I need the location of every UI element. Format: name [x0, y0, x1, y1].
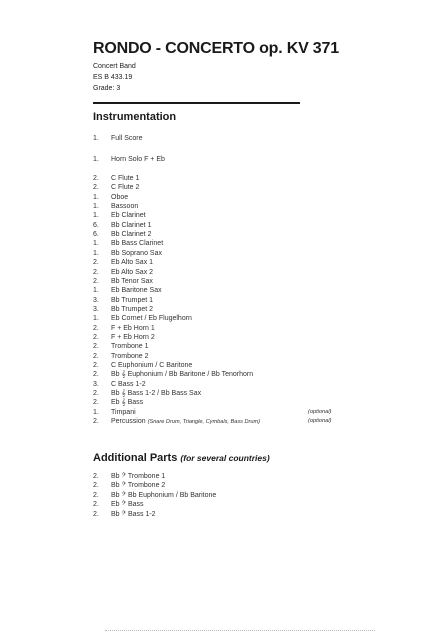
additional-parts-heading	[93, 452, 270, 464]
part-quantity: 1.	[93, 156, 99, 163]
list-item	[0, 380, 432, 389]
part-quantity: 6.	[93, 221, 99, 229]
part-quantity: 1.	[93, 203, 99, 211]
list-item	[0, 398, 432, 407]
part-name	[111, 239, 163, 248]
part-quantity: 2.	[93, 482, 99, 490]
part-name-text: Bb Clarinet 2	[111, 231, 152, 239]
part-quantity: 2.	[93, 491, 99, 499]
list-item	[0, 500, 432, 509]
part-quantity: 2.	[93, 343, 99, 351]
instrumentation-heading: Instrumentation	[93, 111, 177, 123]
list-item	[0, 491, 432, 500]
part-name-text: C Euphonium / C Baritone	[111, 362, 193, 369]
list-item	[0, 408, 432, 417]
part-name-text: Percussion	[111, 418, 146, 426]
part-name-text: F + Eb Horn 1	[111, 324, 155, 332]
part-quantity: 1.	[93, 240, 99, 248]
part-name	[111, 174, 139, 183]
part-name-text: Bassoon	[111, 203, 139, 211]
part-name	[111, 221, 151, 230]
part-name	[111, 481, 165, 490]
part-quantity: 2.	[93, 418, 99, 426]
part-name-text: Eb 𝄞 Bass	[111, 399, 144, 407]
part-quantity: 1.	[93, 249, 99, 257]
part-quantity: 1.	[93, 315, 99, 323]
list-item	[0, 389, 432, 398]
list-item	[0, 202, 432, 211]
part-detail: (Snare Drum, Triangle, Cymbals, Bass Drum)	[147, 419, 261, 426]
part-name	[111, 398, 143, 407]
part-name	[111, 352, 148, 361]
list-item	[0, 239, 432, 248]
part-quantity: 2.	[93, 473, 99, 480]
part-quantity: 2.	[93, 390, 99, 398]
part-name	[111, 134, 143, 143]
part-name-text: Trombone 2	[111, 352, 149, 360]
part-name	[111, 491, 216, 500]
list-item	[0, 333, 432, 342]
additional-parts-title: Additional Parts	[93, 452, 178, 464]
list-item	[0, 221, 432, 230]
part-name	[111, 277, 153, 286]
part-name	[111, 230, 151, 239]
part-name	[111, 286, 162, 295]
part-name	[111, 500, 144, 509]
part-name	[111, 249, 162, 258]
list-item	[0, 361, 432, 370]
part-quantity: 1.	[93, 212, 99, 220]
optional-label: (optional)	[308, 408, 332, 415]
part-quantity: 2.	[93, 175, 99, 182]
part-quantity: 2.	[93, 399, 99, 407]
list-item	[0, 314, 432, 323]
footer-divider	[105, 630, 375, 631]
part-name	[111, 183, 139, 192]
part-name	[111, 296, 153, 305]
part-name-text: Bb Tenor Sax	[111, 277, 153, 285]
part-name-text: Horn Solo F + Eb	[111, 156, 165, 163]
part-name	[111, 417, 260, 427]
part-name	[111, 389, 201, 398]
part-name	[111, 370, 253, 379]
part-name	[111, 268, 153, 277]
list-item	[0, 481, 432, 490]
catalog-number: ES B 433.19	[93, 74, 133, 81]
part-quantity: 2.	[93, 352, 99, 360]
list-item	[0, 296, 432, 305]
part-name-text: Eb Alto Sax 1	[111, 259, 154, 267]
part-quantity: 1.	[93, 135, 99, 142]
list-item	[0, 211, 432, 220]
part-name	[111, 324, 155, 333]
optional-label: (optional)	[308, 418, 332, 425]
list-item	[0, 352, 432, 361]
part-name	[111, 472, 165, 481]
part-name-text: F + Eb Horn 2	[111, 333, 155, 341]
part-name	[111, 408, 136, 417]
part-name	[111, 258, 153, 267]
part-name	[111, 202, 138, 211]
part-quantity: 3.	[93, 380, 99, 388]
part-quantity: 1.	[93, 193, 99, 201]
part-quantity: 2.	[93, 277, 99, 285]
part-name-text: Bb Trumpet 1	[111, 296, 154, 304]
category-label: Concert Band	[93, 63, 136, 70]
list-item	[0, 230, 432, 239]
part-quantity: 3.	[93, 305, 99, 313]
part-quantity: 2.	[93, 333, 99, 341]
part-name	[111, 361, 192, 370]
list-item	[0, 417, 432, 426]
list-item	[0, 155, 432, 164]
part-name-text: Bb 𝄞 Bass 1-2 / Bb Bass Sax	[111, 390, 202, 398]
part-name-text: Bb 𝄞 Euphonium / Bb Baritone / Bb Tenorhorn	[111, 371, 254, 379]
list-item	[0, 193, 432, 202]
list-item	[0, 174, 432, 183]
part-name-text: Eb Cornet / Eb Flugelhorn	[111, 315, 192, 323]
part-quantity: 6.	[93, 231, 99, 239]
part-name-text: Bb 𝄢 Bb Euphonium / Bb Baritone	[111, 491, 217, 499]
part-name-text: Eb Clarinet	[111, 212, 146, 220]
part-name-text: Eb Alto Sax 2	[111, 268, 154, 276]
part-quantity: 2.	[93, 510, 99, 518]
part-name-text: Trombone 1	[111, 343, 149, 351]
part-quantity: 2.	[93, 259, 99, 267]
part-quantity: 3.	[93, 296, 99, 304]
part-name	[111, 333, 155, 342]
list-item	[0, 134, 432, 143]
list-item	[0, 305, 432, 314]
list-item	[0, 277, 432, 286]
part-name-text: Bb 𝄢 Bass 1-2	[111, 510, 156, 518]
additional-parts-note: (for several countries)	[180, 453, 270, 463]
part-name	[111, 380, 146, 389]
part-name	[111, 342, 148, 351]
list-item	[0, 370, 432, 379]
part-name-text: Timpani	[111, 408, 136, 416]
part-quantity: 2.	[93, 371, 99, 379]
part-name	[111, 305, 153, 314]
part-quantity: 1.	[93, 408, 99, 416]
list-item	[0, 472, 432, 481]
part-name-text: C Bass 1-2	[111, 380, 146, 388]
part-name-text: C Flute 1	[111, 175, 140, 182]
list-item	[0, 324, 432, 333]
part-name-text: Full Score	[111, 135, 143, 142]
divider	[93, 102, 300, 104]
part-name-text: Bb 𝄢 Trombone 2	[111, 482, 166, 490]
grade-label: Grade: 3	[93, 85, 121, 92]
part-name-text: Eb Baritone Sax	[111, 287, 162, 295]
part-name-text: C Flute 2	[111, 184, 140, 192]
part-name-text: Oboe	[111, 193, 129, 201]
part-name-text: Eb 𝄢 Bass	[111, 501, 144, 509]
part-name	[111, 314, 192, 323]
list-item	[0, 183, 432, 192]
part-name-text: Bb 𝄢 Trombone 1	[111, 473, 166, 480]
list-item	[0, 510, 432, 519]
part-quantity: 2.	[93, 324, 99, 332]
list-item	[0, 249, 432, 258]
part-name	[111, 510, 156, 519]
page-title: RONDO - CONCERTO op. KV 371	[93, 40, 339, 57]
list-item	[0, 342, 432, 351]
part-name-text: Bb Bass Clarinet	[111, 240, 164, 248]
part-name	[111, 211, 146, 220]
part-quantity: 2.	[93, 362, 99, 369]
part-name	[111, 155, 165, 164]
list-item	[0, 258, 432, 267]
part-name-text: Bb Soprano Sax	[111, 249, 162, 257]
part-name-text: Bb Trumpet 2	[111, 305, 154, 313]
part-quantity: 1.	[93, 287, 99, 295]
part-name-text: Bb Clarinet 1	[111, 221, 152, 229]
list-item	[0, 286, 432, 295]
list-item	[0, 268, 432, 277]
part-name	[111, 193, 128, 202]
part-quantity: 2.	[93, 268, 99, 276]
part-quantity: 2.	[93, 184, 99, 192]
part-quantity: 2.	[93, 501, 99, 509]
